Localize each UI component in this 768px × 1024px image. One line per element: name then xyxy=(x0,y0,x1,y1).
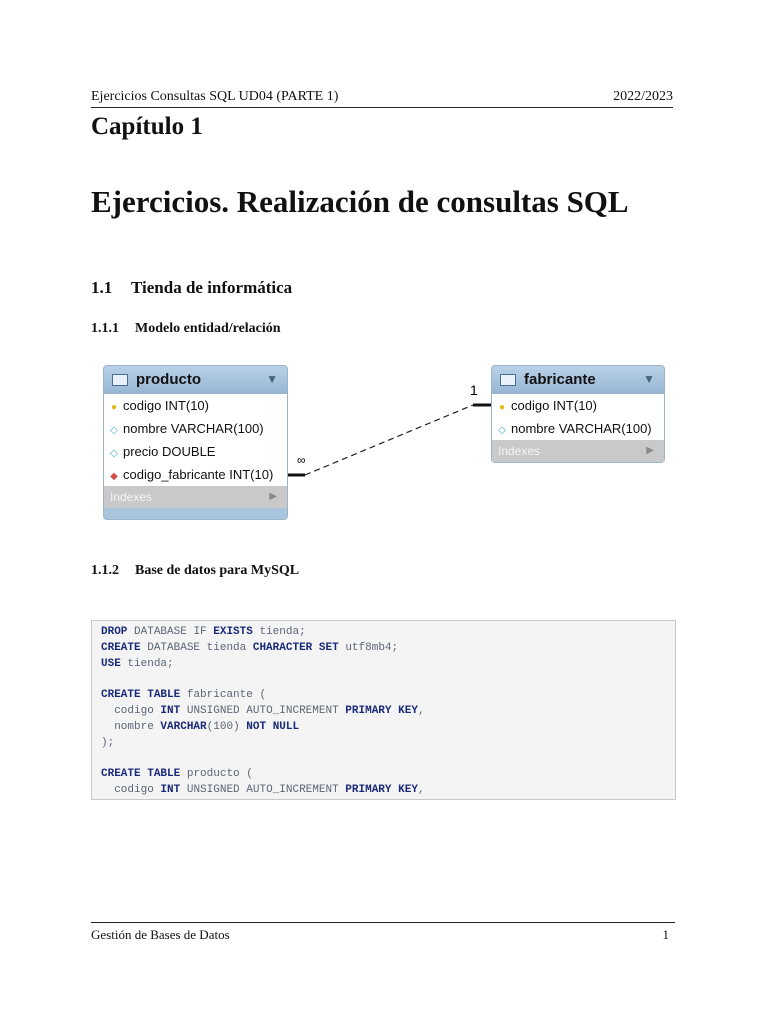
table-icon xyxy=(112,374,128,386)
table-icon xyxy=(500,374,516,386)
column-list xyxy=(492,394,664,440)
code-line: nombre VARCHAR(100) NOT NULL xyxy=(114,720,300,733)
subsection-text: Base de datos para MySQL xyxy=(135,563,300,578)
chapter-heading: Capítulo 1 xyxy=(91,113,203,140)
column-label: nombre VARCHAR(100) xyxy=(123,421,264,436)
code-line: DROP DATABASE IF EXISTS tienda; xyxy=(101,626,306,638)
column-label: codigo INT(10) xyxy=(123,398,209,413)
code-line: CREATE TABLE fabricante ( xyxy=(101,689,267,702)
code-line: ); xyxy=(101,736,115,749)
column-label: precio DOUBLE xyxy=(123,444,216,459)
table-name: fabricante xyxy=(524,371,596,388)
table-fabricante xyxy=(491,365,665,463)
code-line: CREATE TABLE producto ( xyxy=(101,768,253,781)
cardinality-many: ∞ xyxy=(297,453,306,467)
footer-course-name: Gestión de Bases de Datos xyxy=(91,927,230,942)
table-header xyxy=(492,366,664,394)
foreign-key-icon: ◆ xyxy=(110,471,118,482)
attribute-icon: ◇ xyxy=(498,425,506,436)
section-number: 1.1 xyxy=(91,278,113,297)
column-row xyxy=(104,417,287,440)
column-row xyxy=(492,394,664,417)
primary-key-icon: ● xyxy=(498,402,506,413)
subsection-number: 1.1.1 xyxy=(91,321,119,336)
column-row xyxy=(104,440,287,463)
attribute-icon: ◇ xyxy=(110,448,118,459)
page-footer xyxy=(91,922,675,941)
column-label: codigo_fabricante INT(10) xyxy=(123,467,274,482)
page-number: 1 xyxy=(662,927,669,942)
code-line: CREATE DATABASE tienda CHARACTER SET utf8mb4; xyxy=(101,641,399,654)
er-diagram xyxy=(100,362,670,522)
header-year: 2022/2023 xyxy=(613,89,673,104)
section-text: Tienda de informática xyxy=(131,278,293,297)
indexes-label: Indexes xyxy=(498,444,541,458)
table-name: producto xyxy=(136,371,201,388)
page-header xyxy=(91,88,673,108)
subsection-heading-mysql xyxy=(91,563,299,579)
relationship-line xyxy=(305,405,473,475)
expand-arrow-icon: ▶ xyxy=(646,445,654,456)
header-doc-title: Ejercicios Consultas SQL UD04 (PARTE 1) xyxy=(91,89,339,104)
cardinality-one: 1 xyxy=(470,382,478,398)
expand-arrow-icon: ▶ xyxy=(269,491,277,502)
column-label: nombre VARCHAR(100) xyxy=(511,421,652,436)
collapse-triangle-icon: ▼ xyxy=(643,372,655,386)
column-row xyxy=(492,417,664,440)
table-producto xyxy=(103,365,288,520)
column-label: codigo INT(10) xyxy=(511,398,597,413)
code-line: codigo INT UNSIGNED AUTO_INCREMENT PRIMARY KEY, xyxy=(114,783,425,796)
indexes-label: Indexes xyxy=(110,490,153,504)
subsection-heading-er xyxy=(91,321,281,337)
code-line: codigo INT UNSIGNED AUTO_INCREMENT PRIMARY KEY, xyxy=(114,704,425,717)
subsection-text: Modelo entidad/relación xyxy=(135,321,281,336)
column-row xyxy=(104,463,287,486)
column-list xyxy=(104,394,287,486)
section-heading xyxy=(91,278,292,298)
table-header xyxy=(104,366,287,394)
page-title: Ejercicios. Realización de consultas SQL xyxy=(91,184,629,219)
attribute-icon: ◇ xyxy=(110,425,118,436)
primary-key-icon: ● xyxy=(110,402,118,413)
code-text xyxy=(92,621,675,799)
column-row xyxy=(104,394,287,417)
code-line: USE tienda; xyxy=(101,657,174,670)
indexes-row xyxy=(104,486,287,508)
indexes-row xyxy=(492,440,664,462)
collapse-triangle-icon: ▼ xyxy=(266,372,278,386)
subsection-number: 1.1.2 xyxy=(91,563,119,578)
sql-code-block xyxy=(91,620,676,800)
